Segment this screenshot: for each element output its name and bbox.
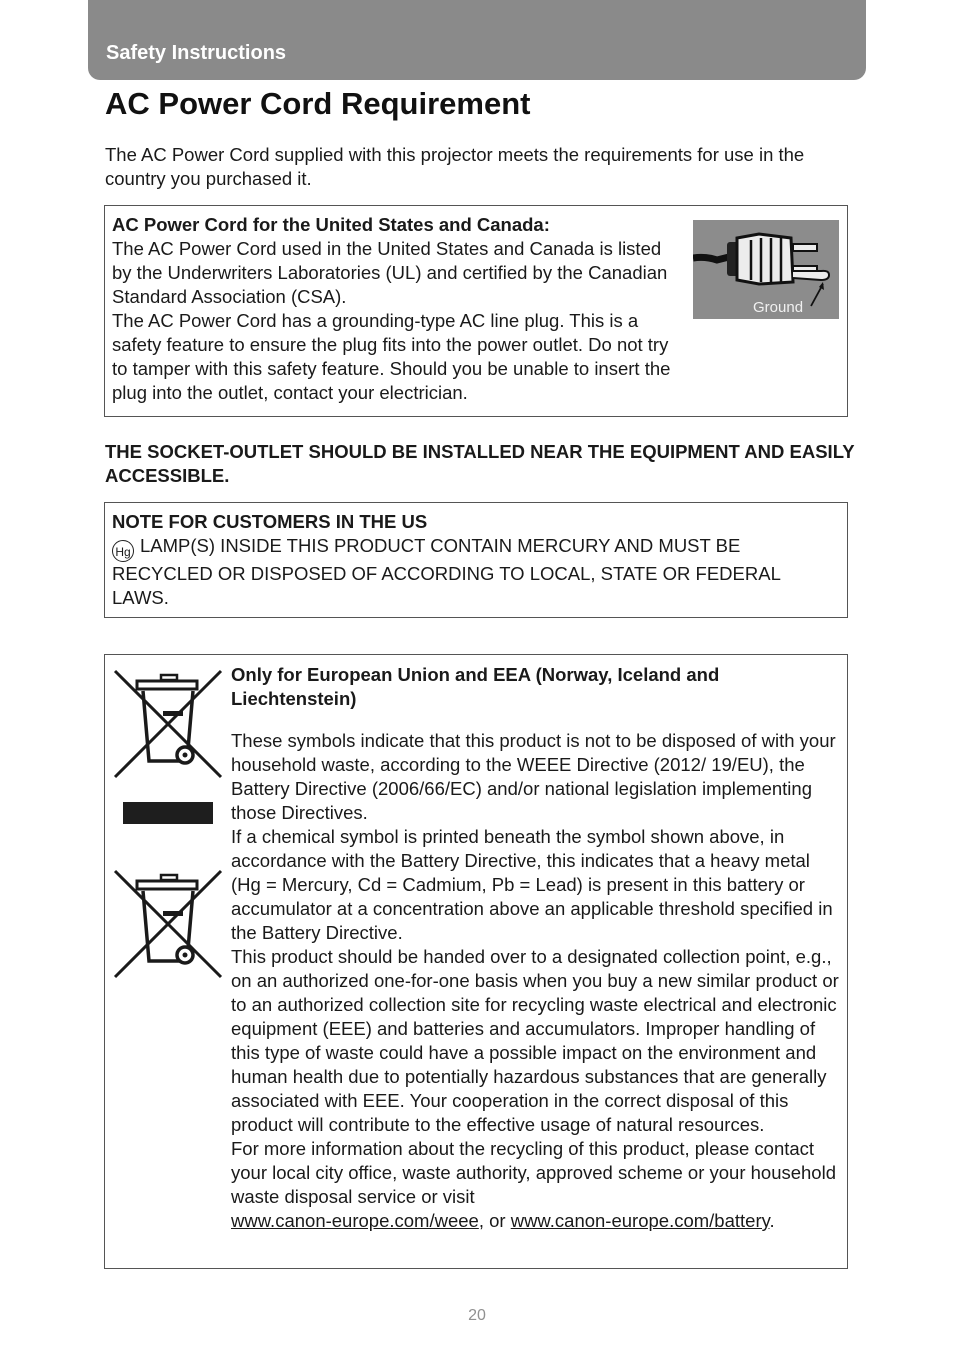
eu-box-para4 (231, 1137, 843, 1233)
section-title: Safety Instructions (106, 42, 287, 64)
eu-box-para1: These symbols indicate that this product is not to be disposed of with your household waste, according to the WEEE Directive (2012/ 19/EU), the Battery Directive (2006/66/EC) and/or national legislation implementing those Directives. (231, 730, 836, 823)
black-bar (123, 802, 213, 824)
link-end: . (769, 1210, 775, 1231)
page-number: 20 (468, 1307, 486, 1324)
ground-label: Ground (753, 299, 804, 316)
hg-box-body: LAMP(S) INSIDE THIS PRODUCT CONTAIN MERCURY AND MUST BE RECYCLED OR DISPOSED OF ACCORDING TO LOCAL, STATE OR FEDERAL LAWS. (112, 535, 781, 608)
us-box-title: AC Power Cord for the United States and Canada: (112, 214, 550, 235)
eu-box-title: Only for European Union and EEA (Norway, Iceland and Liechtenstein) (231, 664, 720, 709)
page-title: AC Power Cord Requirement (105, 86, 531, 121)
battery-link[interactable]: www.canon-europe.com/battery (510, 1210, 770, 1231)
eu-eea-disposal-box (104, 654, 848, 1269)
us-mercury-note-box (104, 502, 848, 618)
crossed-out-wheelie-bin-icon (113, 867, 223, 979)
us-box-text (112, 213, 677, 405)
hg-box-body-line (112, 534, 837, 610)
crossed-out-wheelie-bin-icon (113, 667, 223, 779)
eu-box-text (231, 663, 843, 1233)
us-canada-power-cord-box (104, 205, 848, 417)
grounded-plug-image (693, 220, 839, 319)
hg-box-text (112, 510, 837, 610)
hg-box-title: NOTE FOR CUSTOMERS IN THE US (112, 511, 428, 532)
us-box-para1: The AC Power Cord used in the United States and Canada is listed by the Underwriters Laboratories (UL) and certified by the Canadian Standard Association (CSA). (112, 238, 668, 307)
link-separator: , or (478, 1210, 511, 1231)
eu-box-para4-text: For more information about the recycling of this product, please contact your local city office, waste authority, approved scheme or your household waste disposal service or visit (231, 1138, 836, 1207)
eu-box-para3: This product should be handed over to a designated collection point, e.g., on an authorized one-for-one basis when you buy a new similar product or to an authorized collection site for recycling waste electrical and electronic equipment (EEE) and batteries and accumulators. Improper handling of this type of waste could have a possible impact on the environment and human health due to potentially hazardous substances that are generally associated with EEE. Your cooperation in the correct disposal of this product will contribute to the effective usage of natural resources. (231, 946, 839, 1135)
weee-link[interactable]: www.canon-europe.com/weee (231, 1210, 479, 1231)
header-bar (88, 0, 866, 80)
intro-paragraph: The AC Power Cord supplied with this projector meets the requirements for use in the country you purchased it. (105, 144, 805, 189)
eu-box-para2: If a chemical symbol is printed beneath the symbol shown above, in accordance with the Battery Directive, this indicates that a heavy metal (Hg = Mercury, Cd = Cadmium, Pb = Lead) is present in this battery or accumulator at a concentration above an applicable threshold specified in the Battery Directive. (231, 826, 833, 943)
socket-outlet-note: THE SOCKET-OUTLET SHOULD BE INSTALLED NEAR THE EQUIPMENT AND EASILY ACCESSIBLE. (105, 441, 855, 486)
mercury-hg-icon: Hg (112, 540, 134, 562)
us-box-para2: The AC Power Cord has a grounding-type AC line plug. This is a safety feature to ensure the plug fits into the power outlet. Do not try to tamper with this safety feature. Should you be unable to insert the plug into the outlet, contact your electrician. (112, 310, 671, 403)
